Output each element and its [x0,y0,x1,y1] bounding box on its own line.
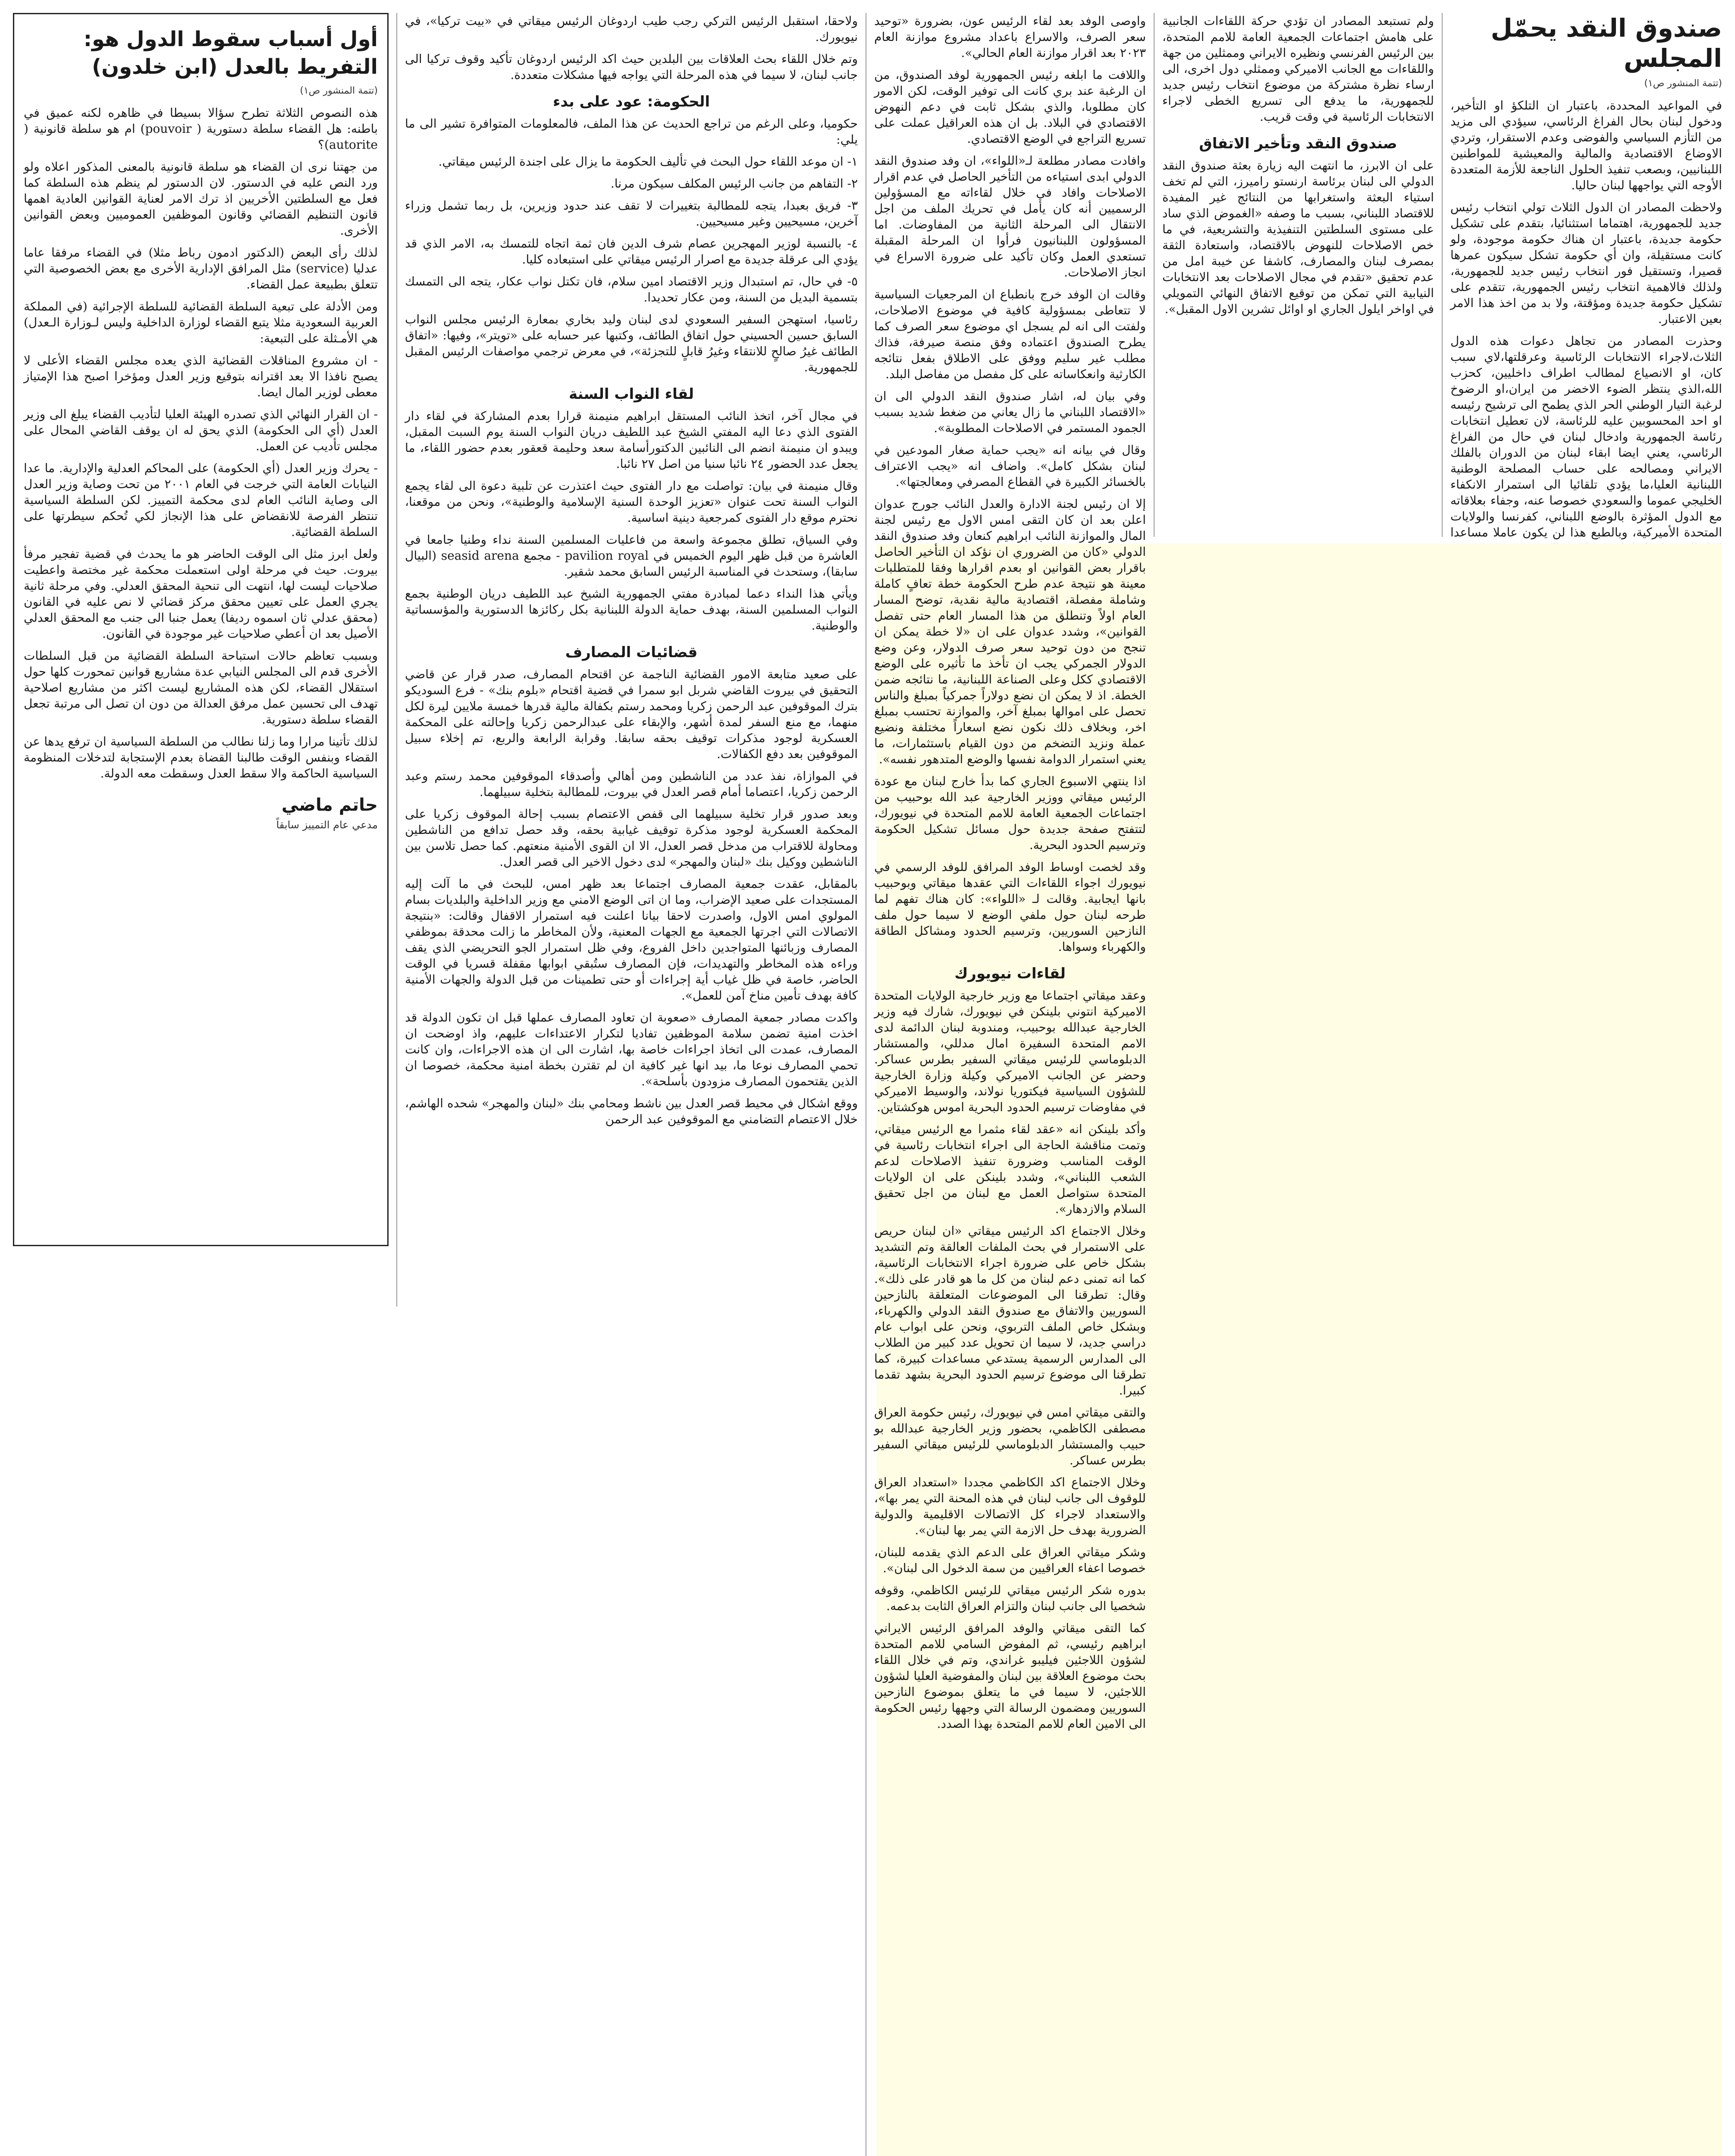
article-imf-paragraph: واللافت ما ابلغه رئيس الجمهورية لوفد الصندوق، من ان الرغبة عند بري كانت الى توفير الوقت، لكن الامور كان مطلوبا، والذي بشكل ثابت في دعم النهوض الاقتصادي في البلاد. بل ان هذه العراقيل عملت على تسريع التراجع في الوضع الاقتصادي. [874,68,1146,146]
article-imf-subhead: صندوق النقد وتأخير الاتفاق [1199,135,1397,152]
article-imf-paragraph: على ان الابرز، ما انتهت اليه زيارة بعثة صندوق النقد الدولي الى لبنان برئاسة ارنستو راميرز، التي لم تخف استياء البعثة واستغرابها من النتائج غير المفيدة للاقتصاد اللبناني، بسبب ما وصفه «الغموض الذي ساد على مستوى السلطتين التنفيذية والتشريعية، في ما خص الاصلاحات للنهوض بالاقتصاد، واستعادة الثقة بمصرف لبنان والمصارف، كاشفا عن خيبة امل من عدم تحقيق «تقدم في مجال الاصلاحات بعد الانتخابات النيابية التي تمكن من توقيع الاتفاق النهائي التمويلي في اواخر ايلول الجاري او اوائل تشرين الاول المقبل». [1162,158,1434,316]
article-main-continued: (تتمة المنشور ص١) [1644,78,1722,89]
article-col4-paragraph: ووقع اشكال في محيط قصر العدل بين ناشط ومحامي بنك «لبنان والمهجر» شحده الهاشم، خلال الاعتصام التضامني مع الموقوفين عبد الرحمن [405,1096,858,1126]
article-col4-paragraph: رئاسيا، استهجن السفير السعودي لدى لبنان وليد بخاري بمعارة الرئيس مجلس النواب السابق حسين الحسيني حول اتفاق الطائف، وكتبها عبر حسابه على «تويتر»، وفيها: «اتفاق الطائف غيرُ صالحٍ للانتقاء وغيرُ قابلٍ للتجزئة»، في معرض ترجمي مواصفات الرئيس المقبل للجمهورية. [405,312,858,374]
column-rule [1154,13,1155,537]
article-col4-paragraph: بالمقابل، عقدت جمعية المصارف اجتماعا بعد ظهر امس، للبحث في ما آلت إليه المستجدات على صعيد الإضراب، وما ان اتى الوضع الامني مع وزير الداخلية والبلديات بسام المولوي امس الاول، واصدرت لاحقا بيانا اعلنت فيه استمرار الاقفال وقالت: «بنتيجة الاتصالات التي اجرتها الجمعية مع الجهات المعنية، ولأن المخاطر ما زالت محدقة بموظفي المصارف وزبائنها المتواجدين داخل الفروع، وفي ظل استمرار الجو التحريضي الذي يقف وراءه هذه المخاطر والتهديدات، فإن المصارف ستُبقي ابوابها مقفلة قسريا في الوقت الحاضر، خاصة في ظل غياب أية إجراءات أو حتى تطمينات من قبل الدولة والجهات الأمنية كافة بهدف تأمين مناخ آمن للعمل». [405,877,858,1003]
article-col4-paragraph: ٣- فريق بعبدا، يتجه للمطالبة بتغييرات لا تقف عند حدود وزيرين، بل ربما تشمل وزراء آخرين، مسيحيين وغير مسيحيين. [405,198,858,229]
article-ibn-khaldun-paragraph: ولعل ابرز مثل الى الوقت الحاضر هو ما يحدث في قضية تفجير مرفأ بيروت. حيث في مرحلة اولى استعملت محكمة غير مختصة واعطيت صلاحيات ليست لها، انتهت الى تنحية المحقق العدلي. وفي مرحلة ثانية يجري العمل على تعيين محقق مركز قضائي لا نص عليه في القانون (محقق عدلي ثان اسموه رديفا) يعمل جنبا الى جنب مع المحقق العدلي الأصيل بعد ان أعطي صلاحيات غير موجودة في القانون. [24,547,378,641]
article-col4-paragraph: وقال منيمنة في بيان: تواصلت مع دار الفتوى حيث اعتذرت عن تلبية دعوة الى لقاء يجمع النواب السنة تحت عنوان «تعزيز الوحدة السنية الإسلامية والوطنية»، ونحن من موقعنا، نحترم موقع دار الفتوى كمرجعية دينية اساسية. [405,479,858,525]
article-ibn-khaldun-paragraph: ومن الأدلة على تبعية السلطة القضائية للسلطة الإجرائية (في المملكة العربية السعودية مثلا يتبع القضاء لوزارة الداخلية وليس لـوزارة الـعدل) هي الأمـثلة على التبعية: [24,299,378,345]
article-col4-paragraph: على صعيد متابعة الامور القضائية الناجمة عن اقتحام المصارف، صدر قرار عن قاضي التحقيق في بيروت القاضي شربل ابو سمرا في قضية اقتحام «بلوم بنك» - فرع السوديكو بترك الموقوفين عبد الرحمن زكريا ومحمد رستم بكفالة مالية قدرها خمسة ملايين ليرة لكل منهما، مع منع السفر لمدة أشهر، والإبقاء على عبدالرحمن زكريا وإحالته على المحكمة العسكرية لوجود مذكرات توقيف بحقه سابقا. وقرابة الرابعة والربع، تم إخلاء سبيل الموقوفين بعد دفع الكفالات. [405,667,858,761]
article-imf-paragraph: اذا ينتهي الاسبوع الجاري كما بدأ خارج لبنان مع عودة الرئيس ميقاتي ووزير الخارجية عبد الله بوحبيب من اجتماعات الجمعية العامة للامم المتحدة في نيويورك، لتتفتح صفحة جديدة حول مسائل تشكيل الحكومة وترسيم الحدود البحرية. [874,774,1146,852]
article-ibn-khaldun-continued: (تتمة المنشور ص١) [300,85,378,96]
article-imf-paragraph: وقد لخصت اوساط الوفد المرافق للوفد الرسمي في نيويورك اجواء اللقاءات التي عقدها ميقاتي وبوحبيب بانها ايجابية. وقالت لـ «اللواء»: كان هناك تفهم لما طرحه لبنان حول ملفي الوضع لا سيما حول ملف النازحين السوريين، وترسيم الحدود ومشاكل الطاقة والكهرباء وسواها. [874,860,1146,954]
article-imf-paragraph: وقال في بيانه انه «يجب حماية صغار المودعين في لبنان بشكل كامل». واضاف انه «يجب الاعتراف بالخسائر الكبيرة في القطاع المصرفي ومعالجتها». [874,443,1146,489]
article-imf-paragraph: وفي بيان له، اشار صندوق النقد الدولي الى ان «الاقتصاد اللبناني ما زال يعاني من ضغط شديد بسبب الجمود المستمر في الاصلاحات المطلوبة». [874,389,1146,435]
article-main-paragraph: في المواعيد المحددة، باعتبار ان التلكؤ او التأخير، ودخول لبنان بحال الفراغ الرئاسي، سيؤدي الى مزيد من التأزم السياسي والفوضى وعدم الاستقرار، وتردي الاوضاع الاقتصادية والمالية والمعيشية للمواطنين اللبنانيين، وبصعب تنفيذ الحلول الناجعة للأزمة المتعددة الأوجه التي يواجهها لبنان حاليا. [1450,98,1722,192]
article-col3-subhead: لقاءات نيويورك [954,965,1066,982]
article-ibn-khaldun-paragraph: لذلك رأى البعض (الدكتور ادمون رباط مثلا) في القضاء مرفقا عاما عدليا (service) مثل المرافق الإدارية الأخرى مع بعض الخصوصية التي تتعلق بطبيعة عمل القضاء. [24,245,378,291]
article-imf-column [1162,13,1434,537]
article-col4-paragraph: ٤- بالنسبة لوزير المهجرين عصام شرف الدين فان ثمة اتجاه للتمسك به، الامر الذي قد يؤدي الى عرقلة جديدة مع اصرار الرئيس ميقاتي على استبعاده كليا. [405,236,858,266]
article-ibn-khaldun-paragraph: - ان مشروع المناقلات القضائية الذي يعده مجلس القضاء الأعلى لا يصبح نافذا الا بعد اقترانه بتوقيع وزير العدل ومؤخرا اصبح هذا الإمتياز معطى لوزير المال ايضا. [24,353,378,399]
article-col4-paragraph: وبعد صدور قرار تخلية سبيلهما الى قفص الاعتصام بسبب إحالة الموقوف زكريا على المحكمة العسكرية لوجود مذكرة توقيف غيابية بحقه، وقد حصل تدافع من الناشطين ومحاولة للاقتراب من مدخل قصر العدل، الا ان القوى الأمنية منعتهم. كما حصل تلاسن بين الناشطين ووكيل بنك «لبنان والمهجر» لدى دخول الاخير الى قصر العدل. [405,807,858,869]
article-imf-paragraph: إلا ان رئيس لجنة الادارة والعدل النائب جورج عدوان اعلن بعد ان كان التقى امس الاول مع رئيس لجنة المال والموازنة النائب ابراهيم كنعان وفد صندوق النقد الدولي «كان من الضروري ان نؤكد ان التأخير الحاصل باقرار بعض القوانين او بعدم اقرارها وفقا للمتطلبات معينة هو نتيجة عدم طرح الحكومة خطة تعافٍ كاملة وشاملة مفصلة، اقتصادية مالية نقدية، توضح المسار العام اولاً وتنطلق من هذا المسار العام حتى تفصل القوانين»، وشدد عدوان على ان «لا خطة يمكن ان تنجح من دون توحيد سعر صرف الدولار، وعن وضع الدولار الجمركي يجب ان تأخذ ما تأثيره على الوضع الاقتصادي ككل وعلى الصناعة اللبنانية، ما نتائجه ضمن الخطة. اذ لا يمكن ان نضع دولاراً جمركياً بمبلغ والناس تحصل على اموالها بمبلغ آخر، والموازنة تحتسب بمبلغ اخر، وبخلاف ذلك نكون نضع اسعاراً مختلفة ونضيع عملة ونزيد التضخم من دون القيام باستثمارات، ما يعني استمرار الدوامة نفسها والوضع المتدهور نفسه». [874,497,1146,766]
article-col3-paragraph: وخلال الاجتماع اكد الرئيس ميقاتي «ان لبنان حريص على الاستمرار في بحث الملفات العالقة وتم التشديد بشكل خاص على ضرورة اجراء الانتخابات الرئاسية، كما انه تمنى دعم لبنان من كل ما هو قادر على ذلك». وقال: تطرقنا الى الموضوعات المتعلقة بالنازحين السوريين والاتفاق مع صندوق النقد الدولي والكهرباء، وبشكل خاص الملف التربوي، ونحن على ابواب عام دراسي جديد، لا سيما ان تحويل عدد كبير من الطلاب الى المدارس الرسمية يستدعي مساعدات كبيرة، كما تطرقنا الى موضوع ترسيم الحدود البحرية بشهد تقدما كبيرا. [874,1224,1146,1398]
article-ibn-khaldun-title: أول أسباب سقوط الدول هو: التفريط بالعدل (ابن خلدون) [83,27,378,79]
article-main-column [1450,13,1722,537]
article-col4-subhead-sunni-mps: لقاء النواب السنة [568,385,694,403]
article-col4-paragraph: وفي السياق، تطلق مجموعة واسعة من فاعليات المسلمين السنة نداء وطنيا جامعا في العاشرة من قبل ظهر اليوم الخميس في pavilion royal - مجمع seasid arena (البيال سابقا)، وستحدث في المناسبة الرئيس السابق محمد شقير. [405,533,858,579]
article-col4-paragraph: ٢- التفاهم من جانب الرئيس المكلف سيكون مرنا. [610,176,858,191]
article-col3-paragraph: وأكد بلينكن انه «عقد لقاء مثمرا مع الرئيس ميقاتي، وتمت مناقشة الحاجة الى اجراء انتخابات رئاسية في الوقت المناسب وضرورة تنفيذ الاصلاحات لدعم الشعب اللبناني»، وشدد بلينكن على ان الولايات المتحدة ستواصل العمل مع لبنان من اجل تحقيق السلام والازدهار». [874,1122,1146,1216]
article-main-paragraph: وحذرت المصادر من تجاهل دعوات هذه الدول الثلاث،لاجراء الانتخابات الرئاسية وعرقلتها،لاي سبب كان، او الانصياع لمطالب اطراف داخليين، كحزب الله،الذي ينتظر الضوء الاخضر من ايران،او الرضوخ لرغبة التيار الوطني الحر الذي يطمح الى ترشيح رئيسه او احد المحسوبين عليه للرئاسة، لان تعطيل انتخابات رئاسة الجمهورية وادخال لبنان في حال من الفراغ الرئاسي، يعني ايضا ابقاء لبنان من الدوران بالفلك الايراني ومصالحه على حساب المصلحة الوطنية اللبنانية العليا،ما يؤدي تلقائيا الى استمرار الانكفاء الخليجي عموما والسعودي خصوصا عنه، وجفاء بعلاقاته مع الدول المؤثرة بالوضع اللبناني، كفرنسا والولايات المتحدة الأميركية، وبالطبع هذا لن يكون عاملا مساعدا [1450,334,1722,539]
article-col3-paragraph: وخلال الاجتماع اكد الكاظمي مجددا «استعداد العراق للوقوف الى جانب لبنان في هذه المحنة التي يمر بها»، والاستعداد لاجراء كل الاتصالات الاقليمية والدولية الضرورية بهدف حل الازمة التي يمر بها لبنان». [874,1475,1146,1537]
article-col3-paragraph: وشكر ميقاتي العراق على الدعم الذي يقدمه للبنان، خصوصا اعفاء العراقيين من سمة الدخول الى لبنان». [874,1545,1146,1575]
article-imf-paragraph: ولم تستبعد المصادر ان تؤدي حركة اللقاءات الجانبية على هامش اجتماعات الجمعية العامة للامم المتحدة، بين الرئيس الفرنسي ونظيره الايراني وممثلين من جهة واللقاءات مع الجانب الاميركي وممثلي دول اخرى، الى ارساء نظرة مشتركة من موضوع انتخاب رئيس جديد للجمهورية، ما يدفع الى تسريع الخطى لاجراء الانتخابات الرئاسية في وقت قريب. [1162,14,1434,124]
article-col4-paragraph: في مجال آخر، اتخذ النائب المستقل ابراهيم منيمنة قرارا بعدم المشاركة في لقاء دار الفتوى الذي دعا اليه المفتي الشيخ عبد اللطيف دريان النواب السنة يوم السبت المقبل، ويبدو ان منيمنة انضم الى النائبين الدكتورأسامة سعد وحليمة قعقور بعدم حضور اللقاء، ما يجعل عدد الحضور ٢٤ نائبا سنيا من اصل ٢٧ نائبا. [405,409,858,471]
article-imf-paragraph: وقالت ان الوفد خرج بانطباع ان المرجعيات السياسية لا تتعاطى بمسؤولية كافية في موضوع الاصلاحات، ولفتت الى انه لم يسجل اي موضوع سعر الصرف كما يطرح الصندوق اعتماده وفق منصة صيرفة، فذاك مطلب غير سليم ووفق على الاطلاق بفعل نتائجه الكارثية وانعكاساته على كل مفصل من مفاصل البلد. [874,287,1146,381]
article-col3-paragraph: كما التقى ميقاتي والوفد المرافق الرئيس الايراني ابراهيم رئيسي، ثم المفوض السامي للامم المتحدة لشؤون اللاجئين فيليبو غراندي، وتم في خلال اللقاء بحث موضوع العلاقة بين لبنان والمفوضية العليا لشؤون اللاجئين، لا سيما في ما يتعلق بموضوع النازحين السوريين ومضمون الرسالة التي وجهها رئيس الحكومة الى الامين العام للامم المتحدة بهذا الصدد. [874,1621,1146,1731]
article-col4-paragraph: حكوميا، وعلى الرغم من تراجع الحديث عن هذا الملف، فالمعلومات المتوافرة تشير الى ما يلي: [405,116,858,147]
article-col4-paragraph: ١- ان موعد اللقاء حول البحث في تأليف الحكومة ما يزال على اجندة الرئيس ميقاتي. [438,154,858,169]
article-ibn-khaldun-paragraph: من جهتنا نرى ان القضاء هو سلطة قانونية بالمعنى المذكور اعلاه ولو ورد النص عليه في الدستور. لان الدستور لم ينظم هذه السلطة كما فعل مع السلطتين الأخريين اذ ترك الامر لعناية القوانين العادية اهمها قانون التنظيم القضائي وقانون الموظفين العموميين وبعض القوانين الأخرى. [24,160,378,238]
article-ibn-khaldun-author: حاتم ماضي [281,795,378,815]
article-col3-paragraph: والتقى ميقاتي امس في نيويورك، رئيس حكومة العراق مصطفى الكاظمي، بحضور وزير الخارجية عبدالله بو حبيب والمستشار الدبلوماسي للرئيس ميقاتي السفير بطرس عساكر. [874,1405,1146,1467]
article-main-paragraph: ولاحظت المصادر ان الدول الثلاث تولي انتخاب رئيس جديد للجمهورية، اهتماما استثنائيا، بتقدم على تشكيل حكومة جديدة، باعتبار ان هناك حكومة موجودة، ولو كانت مستقيلة، وان أي حكومة تشكل سيكون عمرها قصيرا، وتستقيل فور انتخاب رئيس جديد للجمهورية، ولذلك فالاهمية انتخاب رئيس الجمهورية، تتقدم على تشكيل حكومة جديدة ومؤقتة، ولا بد من اخذ هذا الامر بعين الاعتبار. [1450,200,1722,326]
article-ibn-khaldun-paragraph: - يحرك وزير العدل (أي الحكومة) على المحاكم العدلية والإدارية. ما عدا النيابات العامة التي خرجت في العام ٢٠٠١ من تحت وصاية وزير العدل الى وصاية النائب العام لدى محكمة التمييز. لكن السلطة السياسية تنتظر الفرصة للانقضاض على هذا الإنجاز لكي تُحكم سيطرتها على السلطة القضائية. [24,461,378,539]
article-col4-paragraph: واكدت مصادر جمعية المصارف «صعوبة ان تعاود المصارف عملها قبل ان تكون الدولة قد اخذت امنية تضمن سلامة الموظفين تفاديا لتكرار الاعتداءات عليهم، واذ اوضحت ان المصارف، عمدت الى اتخاذ اجراءات خاصة بها، اشارت الى ان هذه الاجراءات، وان كانت تحمي المصارف نوعا ما، بيد انها غير كافية ان لم تقترن بخطة امنية محكمة، خصوصا ان الذين يقتحمون المصارف مزودون بأسلحة». [405,1010,858,1088]
article-ibn-khaldun-paragraph: وبسبب تعاظم حالات استباحة السلطة القضائية من قبل السلطات الأخرى قدم الى المجلس النيابي عدة مشاريع قوانين تمحورت كلها حول استقلال القضاء، لكن هذه المشاريع ليست اكثر من مشاريع اصلاحية تهدف الى تحسين عمل مرفق العدالة من دون ان تصل الى مرتبة تجعل القضاء سلطة دستورية. [24,649,378,727]
article-col4-subhead-banks: قضائيات المصارف [565,644,698,661]
column-rule [1442,13,1443,537]
article-col4-paragraph: ٥- في حال، تم استبدال وزير الاقتصاد امين سلام، فان تكتل نواب عكار، يتجه الى التمسك بتسمية البديل من السنة، ومن عكار تحديدا. [405,274,858,304]
article-col3-paragraph: وعقد ميقاتي اجتماعا مع وزير خارجية الولايات المتحدة الاميركية انتوني بلينكن في نيويورك، شارك فيه وزير الخارجية عبدالله بوحبيب، ومندوبة لبنان الدائمة لدى الامم المتحدة السفيرة امال مدللي، والمستشار الدبلوماسي للرئيس ميقاتي السفير بطرس عساكر. وحضر عن الجانب الاميركي وكيلة وزارة الخارجية للشؤون السياسية فيكتوريا نولاند، والوسيط الاميركي في مفاوضات ترسيم الحدود البحرية اموس هوكشتاين. [874,988,1146,1114]
article-ibn-khaldun-paragraph: هذه النصوص الثلاثة تطرح سؤالا بسيطا في ظاهره لكنه عميق في باطنه: هل القضاء سلطة دستورية ( pouvoir) ام هو سلطة قانونية ( autorite)؟ [24,106,378,152]
article-col3-paragraph: ولاحقا، استقبل الرئيس التركي رجب طيب اردوغان الرئيس ميقاتي في «بيت تركيا»، في نيويورك. [405,14,858,44]
article-imf-paragraph: واوصى الوفد بعد لقاء الرئيس عون، بضرورة «توحيد سعر الصرف، والاسراع باعداد مشروع موازنة العام ٢٠٢٣ بعد اقرار موازنة العام الحالي». [874,14,1146,60]
article-ibn-khaldun-paragraph: لذلك تأتينا مرارا وما زلنا نطالب من السلطة السياسية ان ترفع يدها عن القضاء وبنفس الوقت طالبنا القضاة بعدم الإستجابة لتدخلات المنظومة السياسية الحاكمة والا سقط العدل وسقطت معه الدولة. [24,734,378,780]
article-col4-paragraph: ويأتي هذا النداء دعما لمبادرة مفتي الجمهورية الشيخ عبد اللطيف دريان الوطنية بجمع النواب المسلمين السنة، بهدف حماية الدولة اللبنانية بكل ركائزها الدستورية والمؤسساتية والوطنية. [405,586,858,633]
column-rule [396,13,397,1307]
newspaper-page [13,13,1722,2156]
article-imf-paragraph: وافادت مصادر مطلعة لـ«اللواء»، ان وفد صندوق النقد الدولي ابدى استياءه من التأخير الحاصل في عدم اقرار الاصلاحات وافاد في خلال لقاءاته مع المسؤولين الرسميين أنه كان يأمل في تحريك الملف من اجل الانتقال الى المرحلة الثانية من المفاوضات. اما المسؤولون اللبنانيون فرأوا ان المرحلة المقبلة تستعدي العمل وكان تأكيد على ضرورة الاسراع في انجاز الاصلاحات. [874,154,1146,279]
article-col4-subhead-government: الحكومة: عود على بدء [552,93,710,110]
article-ibn-khaldun-paragraph: - ان القرار النهائي الذي تصدره الهيئة العليا لتأديب القضاء يبلغ الى وزير العدل (أي الى الحكومة) الذي يحق له ان يوقف القاضي المحال على مجلس تأديب عن العمل. [24,407,378,453]
article-col4-column [405,13,858,2156]
article-imf-continued-column [874,13,1146,2156]
article-ibn-khaldun-author-title: مدعي عام التمييز سابقاً [276,819,378,831]
article-col3-paragraph: بدوره شكر الرئيس ميقاتي للرئيس الكاظمي، وقوفه شخصيا الى جانب لبنان والتزام العراق الثابت بدعمه. [874,1583,1146,1613]
article-col3-paragraph: وتم خلال اللقاء بحث العلاقات بين البلدين حيث اكد الرئيس اردوغان تأكيد وقوف تركيا الى جانب لبنان، لا سيما في هذه المرحلة التي يواجه فيها مشكلات متعددة. [405,52,858,82]
article-main-title: صندوق النقد يحمّل المجلس [1490,13,1722,73]
article-ibn-khaldun-box [13,13,389,1246]
article-col4-paragraph: في الموازاة، نفذ عدد من الناشطين ومن أهالي وأصدقاء الموقوفين محمد رستم وعبد الرحمن زكريا، اعتصاما أمام قصر العدل في بيروت، للمطالبة بتخلية سبيلهما. [405,769,858,799]
